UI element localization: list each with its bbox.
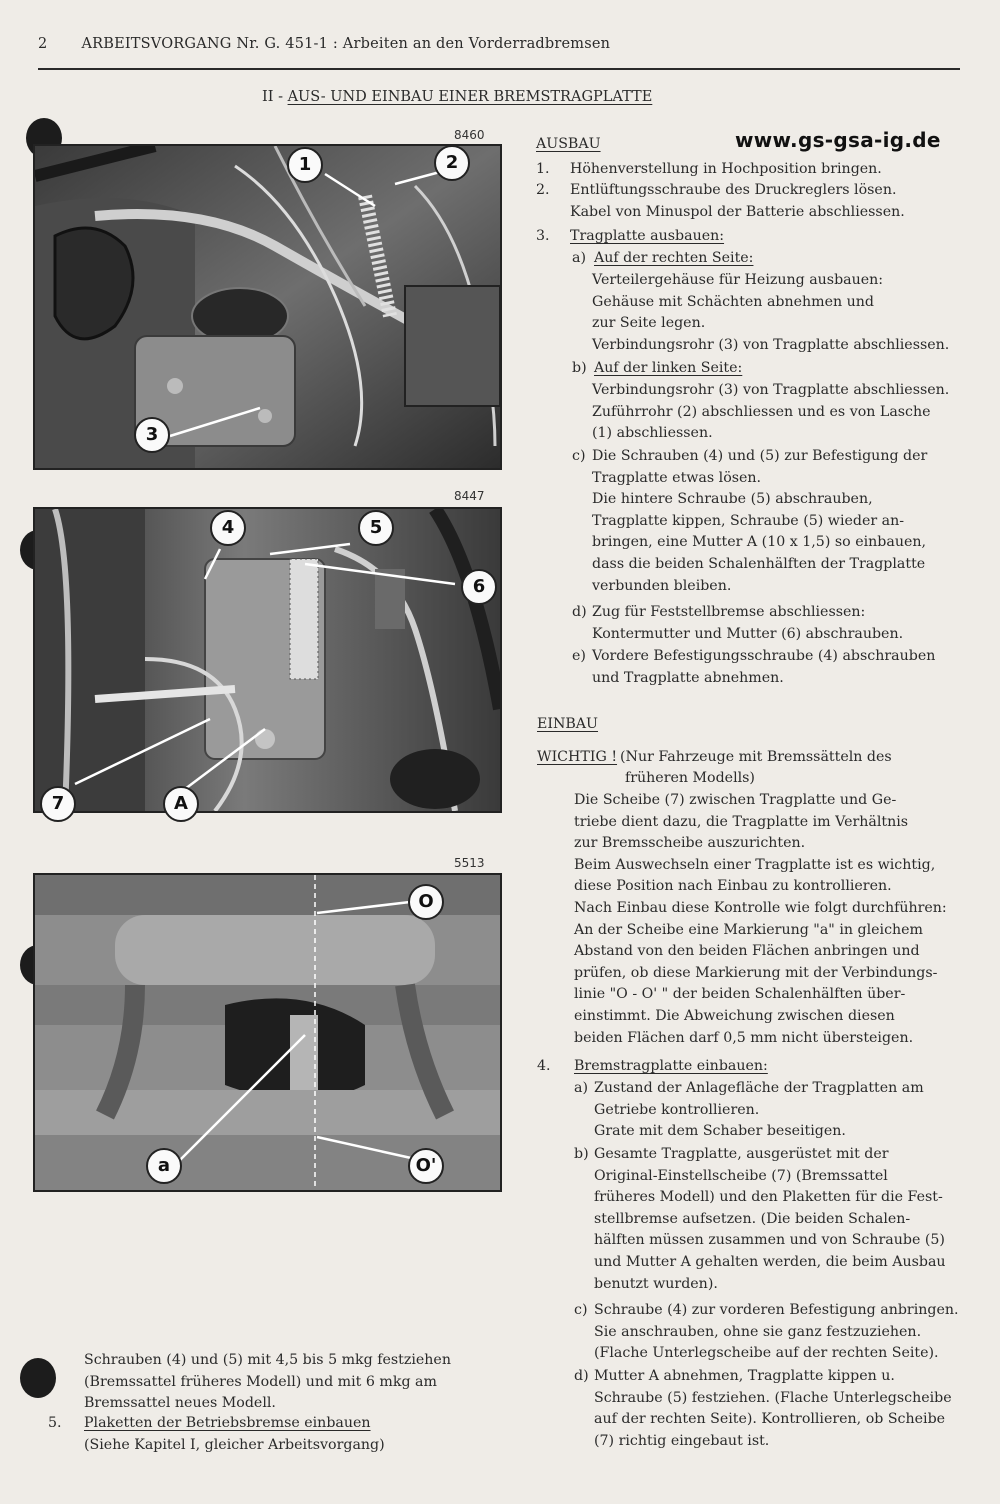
text-line: Tragplatte kippen, Schraube (5) wieder an- [592, 512, 905, 529]
einbau-a-text [594, 1078, 924, 1143]
section-heading: AUS- UND EINBAU EINER BREMSTRAGPLATTE [287, 89, 653, 105]
callout-2: 2 [434, 145, 470, 181]
text-line: beiden Flächen darf 0,5 mm nicht übersteigen. [574, 1029, 914, 1046]
text-line: Verteilergehäuse für Heizung ausbauen: [592, 272, 884, 288]
page-header [38, 36, 610, 52]
sub-label: b) [572, 360, 587, 376]
text-line: Getriebe kontrollieren. [594, 1101, 760, 1118]
step5-note: (Siehe Kapitel I, gleicher Arbeitsvorgang) [84, 1437, 385, 1453]
ausbau-step-text: Kabel von Minuspol der Batterie abschliessen. [570, 204, 905, 220]
callout-A: A [163, 786, 199, 822]
callout-O-prime: O' [408, 1148, 444, 1184]
photo-brake-regulator [33, 144, 502, 470]
sub-label: d) [572, 604, 587, 620]
text-line: zur Bremsscheibe auszurichten. [574, 835, 806, 852]
text-line: linie "O - O' " der beiden Schalenhälften über- [574, 986, 906, 1003]
text-line: triebe dient dazu, die Tragplatte im Verhältnis [574, 813, 909, 830]
header-title: ARBEITSVORGANG Nr. G. 451-1 : Arbeiten an den Vorderradbremsen [81, 36, 611, 52]
header-rule [38, 68, 960, 70]
ausbau-step-heading: Tragplatte ausbauen: [570, 228, 725, 244]
text-line: Nach Einbau diese Kontrolle wie folgt durchführen: [574, 899, 947, 916]
figure-number: 5513 [454, 856, 485, 870]
callout-4: 4 [210, 510, 246, 546]
text-line: verbunden bleiben. [592, 577, 732, 594]
callout-7: 7 [40, 786, 76, 822]
ausbau-a-text [592, 270, 949, 356]
text-line: Bremssattel neues Modell. [84, 1395, 276, 1412]
photo-bracket-plate [33, 507, 502, 813]
wichtig-label: WICHTIG ! [537, 749, 618, 765]
ausbau-b-text [592, 380, 949, 445]
text-line: und Tragplatte abnehmen. [592, 669, 784, 686]
sub-label: d) [574, 1368, 589, 1384]
ausbau-step-text: Entlüftungsschraube des Druckreglers lösen. [570, 182, 897, 198]
text-line: Kontermutter und Mutter (6) abschrauben. [592, 625, 904, 642]
einbau-step-heading: Bremstragplatte einbauen: [574, 1058, 768, 1074]
photo-alignment-mark [33, 873, 502, 1192]
text-line: Mutter A abnehmen, Tragplatte kippen u. [594, 1368, 895, 1384]
section-title [262, 89, 652, 105]
einbau-c-text [594, 1300, 959, 1365]
sub-heading: Auf der rechten Seite: [594, 250, 754, 266]
figure-number: 8460 [454, 128, 485, 142]
text-line: Schraube (5) festziehen. (Flache Unterlegscheibe [594, 1389, 952, 1406]
callout-3: 3 [134, 417, 170, 453]
sub-label: c) [572, 448, 586, 464]
einbau-heading: EINBAU [537, 716, 599, 732]
text-line: (Flache Unterlegscheibe auf der rechten Seite). [594, 1345, 939, 1362]
text-line: (Bremssattel früheres Modell) und mit 6 mkg am [84, 1373, 437, 1390]
text-line: Zug für Feststellbremse abschliessen: [592, 604, 866, 620]
text-line: dass die beiden Schalenhälften der Tragplatte [592, 555, 926, 572]
page-number: 2 [38, 36, 48, 52]
wichtig-line: früheren Modells) [625, 770, 755, 786]
punch-hole [20, 1358, 56, 1398]
wichtig-line: (Nur Fahrzeuge mit Bremssätteln des [620, 749, 892, 765]
text-line: Die hintere Schraube (5) abschrauben, [592, 491, 873, 508]
callout-6: 6 [461, 569, 497, 605]
text-line: (7) richtig eingebaut ist. [594, 1432, 770, 1449]
text-line: Die Schrauben (4) und (5) zur Befestigung der [592, 448, 928, 464]
text-line: Die Scheibe (7) zwischen Tragplatte und Ge- [574, 792, 897, 808]
ausbau-step: 1. [536, 161, 550, 177]
text-line: einstimmt. Die Abweichung zwischen diesen [574, 1007, 895, 1024]
sub-label: c) [574, 1302, 588, 1318]
text-line: zur Seite legen. [592, 315, 706, 332]
ausbau-step: 3. [536, 228, 550, 244]
einbau-b-text [594, 1144, 946, 1295]
sub-label: a) [572, 250, 586, 266]
text-line: Verbindungsrohr (3) von Tragplatte abschliessen. [592, 336, 950, 353]
text-line: Vordere Befestigungsschraube (4) abschrauben [592, 648, 936, 664]
step5-heading: Plaketten der Betriebsbremse einbauen [84, 1415, 371, 1431]
ausbau-step-text: Höhenverstellung in Hochposition bringen. [570, 161, 882, 177]
einbau-d-text [594, 1366, 952, 1452]
text-line: (1) abschliessen. [592, 425, 713, 442]
torque-note [84, 1350, 451, 1415]
callout-1: 1 [287, 147, 323, 183]
text-line: früheres Modell) und den Plaketten für die Fest- [594, 1189, 943, 1206]
section-prefix: II - [262, 89, 283, 105]
text-line: Verbindungsrohr (3) von Tragplatte abschliessen. [592, 382, 950, 398]
text-line: Gehäuse mit Schächten abnehmen und [592, 293, 875, 310]
text-line: Grate mit dem Schaber beseitigen. [594, 1123, 846, 1140]
text-line: Zustand der Anlagefläche der Tragplatten am [594, 1080, 924, 1096]
ausbau-step: 2. [536, 182, 550, 198]
ausbau-d-text [592, 602, 903, 645]
text-line: benutzt wurden). [594, 1275, 718, 1292]
ausbau-e-text [592, 646, 935, 689]
sub-label: b) [574, 1146, 589, 1162]
sub-label: e) [572, 648, 586, 664]
step5-number: 5. [48, 1415, 62, 1431]
text-line: stellbremse aufsetzen. (Die beiden Schalen- [594, 1210, 911, 1227]
ausbau-heading: AUSBAU [536, 136, 601, 152]
callout-5: 5 [358, 510, 394, 546]
text-line: prüfen, ob diese Markierung mit der Verbindungs- [574, 964, 938, 981]
text-line: diese Position nach Einbau zu kontrollieren. [574, 878, 892, 895]
text-line: auf der rechten Seite). Kontrollieren, ob Scheibe [594, 1411, 946, 1428]
einbau-body [574, 790, 947, 1049]
sub-heading: Auf der linken Seite: [594, 360, 743, 376]
einbau-step: 4. [537, 1058, 551, 1074]
ausbau-c-text [592, 446, 927, 597]
text-line: Schraube (4) zur vorderen Befestigung anbringen. [594, 1302, 959, 1318]
text-line: Original-Einstellscheibe (7) (Bremssattel [594, 1167, 888, 1184]
callout-a: a [146, 1148, 182, 1184]
text-line: Tragplatte etwas lösen. [592, 469, 762, 486]
text-line: Abstand von den beiden Flächen anbringen und [574, 943, 920, 960]
sub-label: a) [574, 1080, 588, 1096]
text-line: Gesamte Tragplatte, ausgerüstet mit der [594, 1146, 889, 1162]
text-line: Schrauben (4) und (5) mit 4,5 bis 5 mkg festziehen [84, 1352, 451, 1368]
website-url[interactable]: www.gs-gsa-ig.de [735, 128, 941, 152]
callout-O: O [408, 884, 444, 920]
figure-number: 8447 [454, 489, 485, 503]
text-line: An der Scheibe eine Markierung "a" in gleichem [574, 921, 924, 938]
text-line: Beim Auswechseln einer Tragplatte ist es wichtig, [574, 856, 936, 873]
text-line: bringen, eine Mutter A (10 x 1,5) so einbauen, [592, 534, 927, 551]
text-line: Sie anschrauben, ohne sie ganz festzuziehen. [594, 1323, 922, 1340]
text-line: hälften müssen zusammen und von Schraube (5) [594, 1232, 945, 1249]
text-line: und Mutter A gehalten werden, die beim Ausbau [594, 1253, 946, 1270]
text-line: Zuführrohr (2) abschliessen und es von Lasche [592, 403, 931, 420]
